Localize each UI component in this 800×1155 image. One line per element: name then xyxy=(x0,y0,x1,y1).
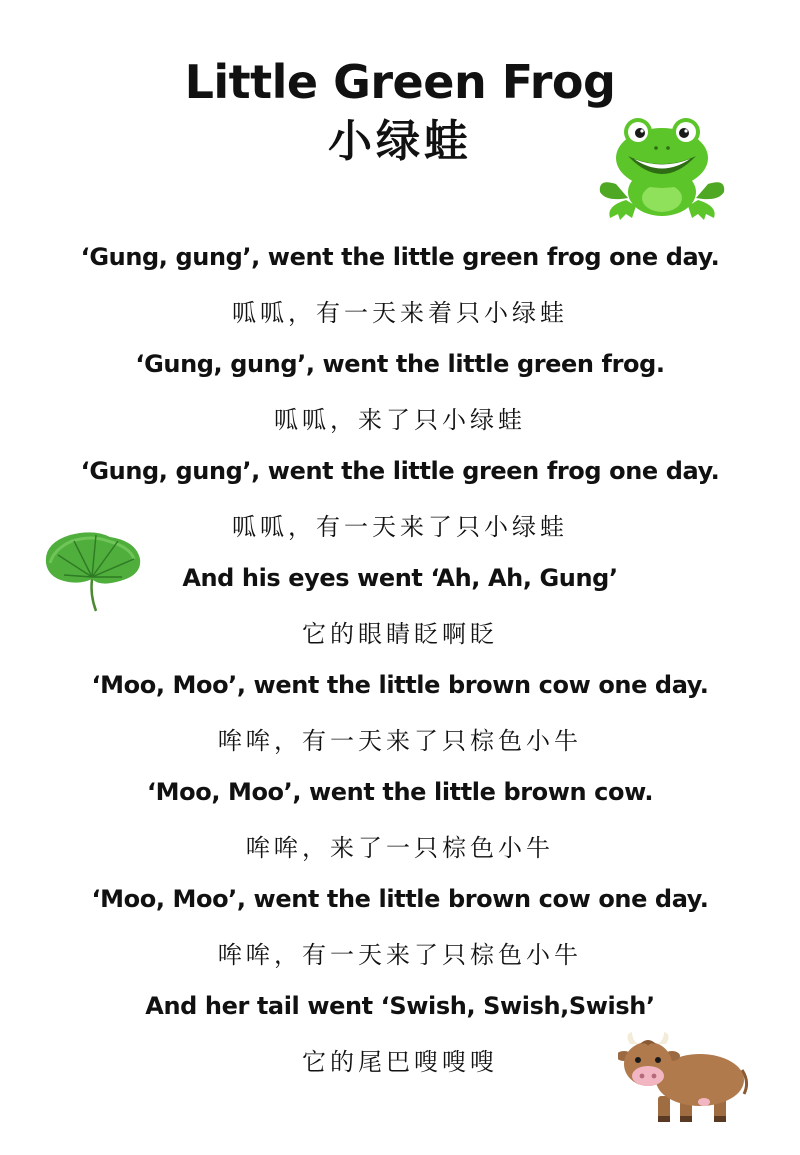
lyric-line-english: ‘Moo, Moo’, went the little brown cow one day. xyxy=(91,884,709,913)
lyric-line-english: ‘Gung, gung’, went the little green frog one day. xyxy=(80,456,720,485)
song-lyrics xyxy=(0,230,800,1086)
lyric-line-chinese: 它的尾巴嗖嗖嗖 xyxy=(302,1047,498,1076)
lyric-line-chinese: 呱呱，有一天来着只小绿蛙 xyxy=(232,298,568,327)
lyric-line-chinese: 呱呱，来了只小绿蛙 xyxy=(274,405,526,434)
lily-pad-icon xyxy=(40,525,148,615)
lyric-line-chinese: 呱呱，有一天来了只小绿蛙 xyxy=(232,512,568,541)
lyric-line-english: And her tail went ‘Swish, Swish,Swish’ xyxy=(145,991,655,1020)
lyric-line-chinese: 它的眼睛眨啊眨 xyxy=(302,619,498,648)
lyric-line-chinese: 哞哞，有一天来了只棕色小牛 xyxy=(218,726,582,755)
page-title: Little Green Frog xyxy=(184,55,616,109)
lyric-line-english: ‘Moo, Moo’, went the little brown cow. xyxy=(146,777,654,806)
lyric-line-chinese: 哞哞，有一天来了只棕色小牛 xyxy=(218,940,582,969)
lyric-line-english: ‘Moo, Moo’, went the little brown cow one day. xyxy=(91,670,709,699)
cow-icon xyxy=(618,1030,750,1126)
frog-icon xyxy=(596,114,728,224)
lyric-line-english: And his eyes went ‘Ah, Ah, Gung’ xyxy=(182,563,618,592)
lyric-line-english: ‘Gung, gung’, went the little green frog. xyxy=(135,349,665,378)
lyric-line-chinese: 哞哞，来了一只棕色小牛 xyxy=(246,833,554,862)
page-title-chinese: 小绿蛙 xyxy=(328,116,472,167)
lyric-line-english: ‘Gung, gung’, went the little green frog one day. xyxy=(80,242,720,271)
